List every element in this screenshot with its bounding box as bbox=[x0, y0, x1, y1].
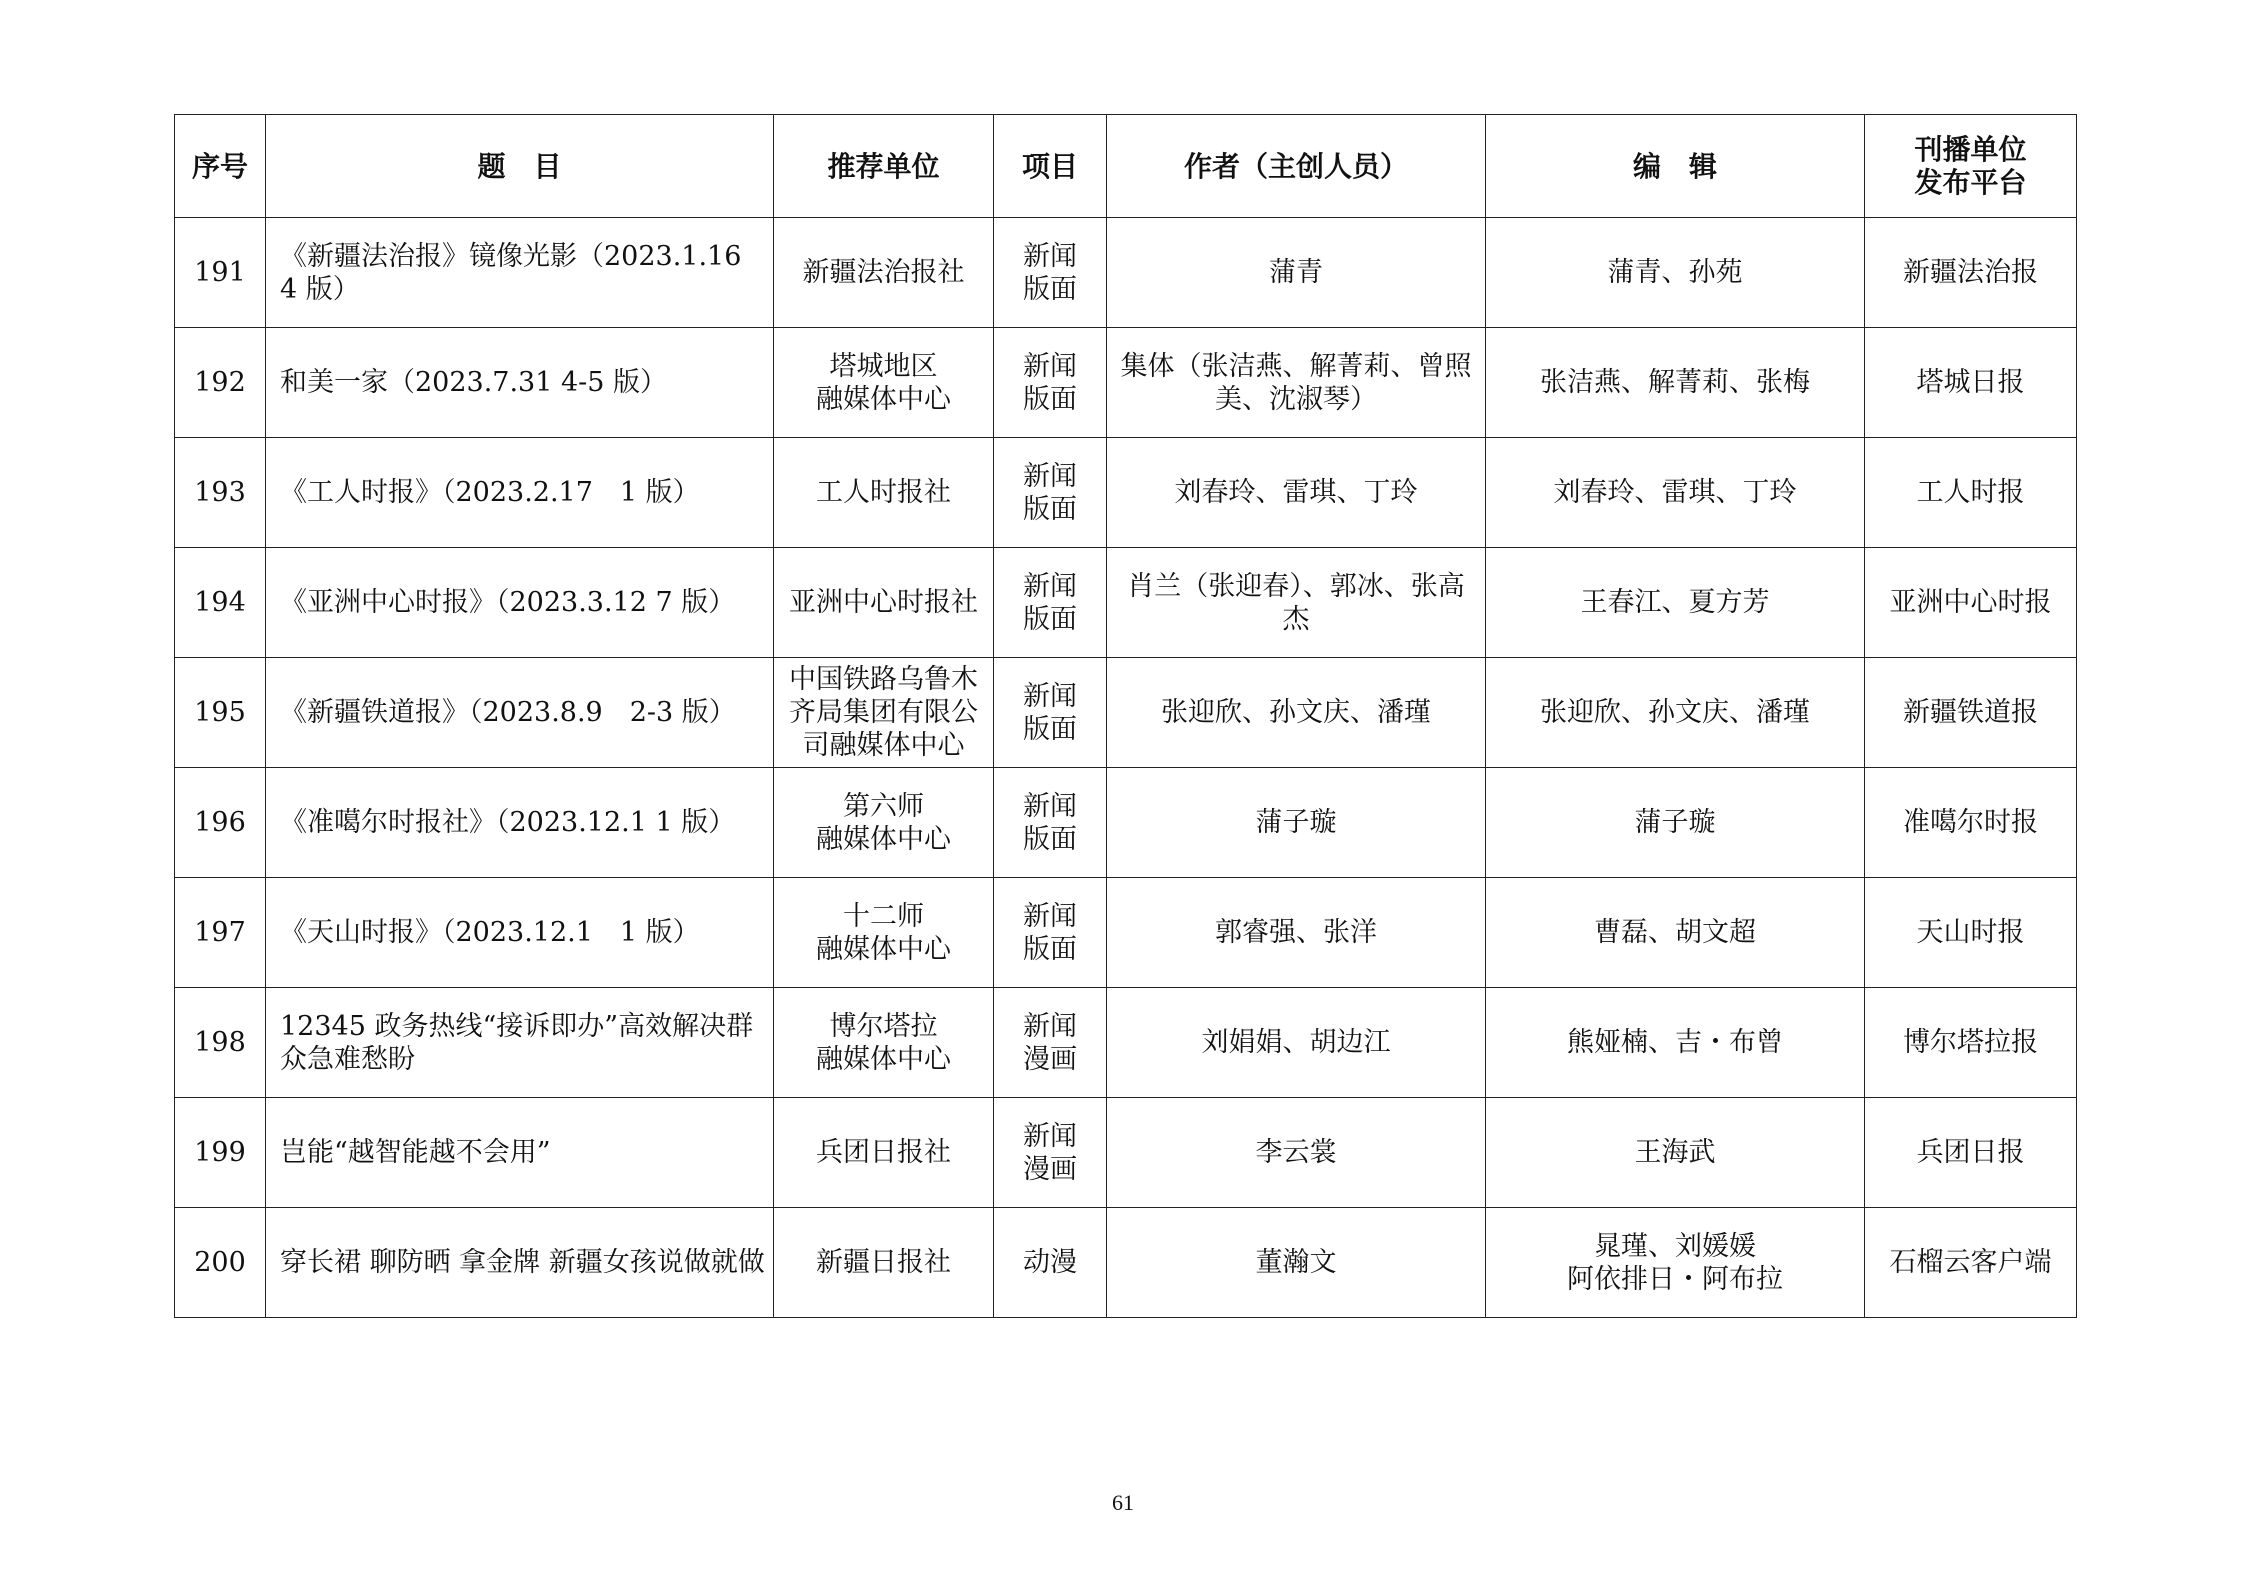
cell-unit: 亚洲中心时报社 bbox=[774, 548, 994, 658]
cell-platform: 石榴云客户端 bbox=[1865, 1208, 2077, 1318]
table-row bbox=[175, 548, 2077, 658]
cell-platform: 亚洲中心时报 bbox=[1865, 548, 2077, 658]
cell-unit: 工人时报社 bbox=[774, 438, 994, 548]
table-row bbox=[175, 988, 2077, 1098]
cell-platform: 工人时报 bbox=[1865, 438, 2077, 548]
cell-editor: 蒲青、孙苑 bbox=[1486, 218, 1865, 328]
cell-platform: 兵团日报 bbox=[1865, 1098, 2077, 1208]
cell-seq: 195 bbox=[175, 658, 266, 768]
cell-unit: 博尔塔拉 融媒体中心 bbox=[774, 988, 994, 1098]
cell-editor: 张迎欣、孙文庆、潘瑾 bbox=[1486, 658, 1865, 768]
cell-author: 蒲子璇 bbox=[1107, 768, 1486, 878]
cell-platform: 新疆法治报 bbox=[1865, 218, 2077, 328]
cell-project: 新闻 版面 bbox=[994, 548, 1107, 658]
table-row bbox=[175, 878, 2077, 988]
cell-editor: 蒲子璇 bbox=[1486, 768, 1865, 878]
cell-editor: 张洁燕、解菁莉、张梅 bbox=[1486, 328, 1865, 438]
cell-project: 新闻 漫画 bbox=[994, 1098, 1107, 1208]
cell-seq: 197 bbox=[175, 878, 266, 988]
cell-editor: 王春江、夏方芳 bbox=[1486, 548, 1865, 658]
cell-author: 刘春玲、雷琪、丁玲 bbox=[1107, 438, 1486, 548]
cell-title: 《工人时报》（2023.2.17 1 版） bbox=[266, 438, 774, 548]
cell-author: 刘娟娟、胡边江 bbox=[1107, 988, 1486, 1098]
cell-project: 新闻 版面 bbox=[994, 768, 1107, 878]
table-row bbox=[175, 328, 2077, 438]
cell-seq: 198 bbox=[175, 988, 266, 1098]
cell-editor: 熊娅楠、吉・布曾 bbox=[1486, 988, 1865, 1098]
header-row bbox=[175, 115, 2077, 218]
cell-seq: 199 bbox=[175, 1098, 266, 1208]
cell-project: 新闻 漫画 bbox=[994, 988, 1107, 1098]
cell-editor: 刘春玲、雷琪、丁玲 bbox=[1486, 438, 1865, 548]
cell-platform: 天山时报 bbox=[1865, 878, 2077, 988]
cell-seq: 196 bbox=[175, 768, 266, 878]
cell-author: 董瀚文 bbox=[1107, 1208, 1486, 1318]
cell-seq: 200 bbox=[175, 1208, 266, 1318]
cell-title: 穿长裙 聊防晒 拿金牌 新疆女孩说做就做 bbox=[266, 1208, 774, 1318]
table-row bbox=[175, 1208, 2077, 1318]
table-row bbox=[175, 1098, 2077, 1208]
cell-editor: 曹磊、胡文超 bbox=[1486, 878, 1865, 988]
header-unit: 推荐单位 bbox=[774, 115, 994, 218]
cell-seq: 192 bbox=[175, 328, 266, 438]
cell-unit: 塔城地区 融媒体中心 bbox=[774, 328, 994, 438]
cell-unit: 兵团日报社 bbox=[774, 1098, 994, 1208]
table-row bbox=[175, 768, 2077, 878]
table-row bbox=[175, 218, 2077, 328]
cell-unit: 新疆日报社 bbox=[774, 1208, 994, 1318]
cell-project: 新闻 版面 bbox=[994, 878, 1107, 988]
cell-title: 12345 政务热线“接诉即办”高效解决群众急难愁盼 bbox=[266, 988, 774, 1098]
cell-unit: 新疆法治报社 bbox=[774, 218, 994, 328]
table-row bbox=[175, 658, 2077, 768]
cell-title: 岂能“越智能越不会用” bbox=[266, 1098, 774, 1208]
awards-table bbox=[174, 114, 2077, 1318]
cell-title: 《亚洲中心时报》（2023.3.12 7 版） bbox=[266, 548, 774, 658]
header-platform: 刊播单位 发布平台 bbox=[1865, 115, 2077, 218]
cell-title: 《新疆铁道报》（2023.8.9 2-3 版） bbox=[266, 658, 774, 768]
cell-unit: 第六师 融媒体中心 bbox=[774, 768, 994, 878]
cell-author: 张迎欣、孙文庆、潘瑾 bbox=[1107, 658, 1486, 768]
cell-project: 新闻 版面 bbox=[994, 658, 1107, 768]
cell-author: 李云裳 bbox=[1107, 1098, 1486, 1208]
cell-title: 《新疆法治报》镜像光影（2023.1.16 4 版） bbox=[266, 218, 774, 328]
cell-seq: 193 bbox=[175, 438, 266, 548]
cell-project: 新闻 版面 bbox=[994, 218, 1107, 328]
cell-platform: 新疆铁道报 bbox=[1865, 658, 2077, 768]
table-row bbox=[175, 438, 2077, 548]
cell-editor: 晁瑾、刘媛媛 阿依排日・阿布拉 bbox=[1486, 1208, 1865, 1318]
cell-unit: 十二师 融媒体中心 bbox=[774, 878, 994, 988]
cell-project: 新闻 版面 bbox=[994, 438, 1107, 548]
cell-platform: 准噶尔时报 bbox=[1865, 768, 2077, 878]
cell-title: 和美一家（2023.7.31 4-5 版） bbox=[266, 328, 774, 438]
cell-project: 动漫 bbox=[994, 1208, 1107, 1318]
cell-author: 肖兰（张迎春）、郭冰、张高杰 bbox=[1107, 548, 1486, 658]
cell-author: 郭睿强、张洋 bbox=[1107, 878, 1486, 988]
cell-author: 集体（张洁燕、解菁莉、曾照美、沈淑琴） bbox=[1107, 328, 1486, 438]
cell-author: 蒲青 bbox=[1107, 218, 1486, 328]
header-title: 题 目 bbox=[266, 115, 774, 218]
cell-editor: 王海武 bbox=[1486, 1098, 1865, 1208]
cell-platform: 塔城日报 bbox=[1865, 328, 2077, 438]
page-number: 61 bbox=[1112, 1490, 1134, 1515]
header-project: 项目 bbox=[994, 115, 1107, 218]
cell-seq: 191 bbox=[175, 218, 266, 328]
cell-project: 新闻 版面 bbox=[994, 328, 1107, 438]
cell-title: 《准噶尔时报社》（2023.12.1 1 版） bbox=[266, 768, 774, 878]
cell-unit: 中国铁路乌鲁木齐局集团有限公司融媒体中心 bbox=[774, 658, 994, 768]
cell-seq: 194 bbox=[175, 548, 266, 658]
header-editor: 编 辑 bbox=[1486, 115, 1865, 218]
header-author: 作者（主创人员） bbox=[1107, 115, 1486, 218]
cell-platform: 博尔塔拉报 bbox=[1865, 988, 2077, 1098]
cell-title: 《天山时报》（2023.12.1 1 版） bbox=[266, 878, 774, 988]
header-seq: 序号 bbox=[175, 115, 266, 218]
